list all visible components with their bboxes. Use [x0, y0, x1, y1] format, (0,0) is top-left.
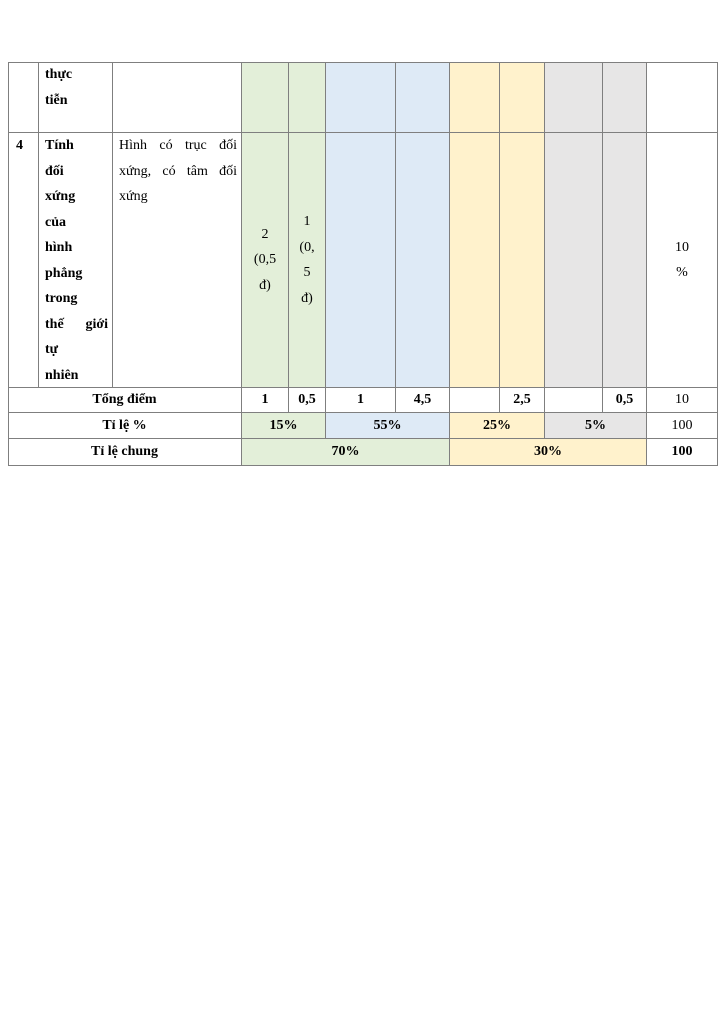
- ti-le-chung-label: Tỉ lệ chung: [8, 439, 242, 466]
- topic-line: thực: [45, 67, 73, 82]
- topic-line: phẳng: [45, 265, 83, 281]
- vdc-tl-cell: [603, 62, 647, 133]
- topic-line: xứng: [45, 189, 76, 204]
- total-cell: [647, 133, 718, 388]
- topic-cell: [39, 133, 113, 388]
- matrix-table: [8, 62, 718, 466]
- th-tn-cell: [326, 62, 396, 133]
- th-tn-cell: [326, 133, 396, 388]
- ti-le-value: 25%: [450, 413, 545, 439]
- topic-line: Tính: [45, 138, 74, 153]
- value-line: (0,5: [253, 252, 277, 268]
- total-line: %: [676, 265, 688, 280]
- ti-le-chung-value: 30%: [450, 439, 647, 466]
- topic-line: nhiên: [45, 367, 79, 383]
- content-cell: [113, 133, 242, 388]
- topic-line: đối: [45, 163, 64, 179]
- ti-le-total: 100: [647, 413, 718, 439]
- nb-tl-cell: [289, 62, 326, 133]
- tong-diem-value: 4,5: [396, 388, 450, 413]
- vdc-tn-cell: [545, 133, 603, 388]
- topic-cell: [39, 62, 113, 133]
- vdc-tl-cell: [603, 133, 647, 388]
- value-line: 5: [303, 265, 311, 280]
- nb-tn-cell: [242, 62, 289, 133]
- vd-tl-cell: [500, 62, 545, 133]
- value-line: đ): [259, 277, 271, 293]
- vdc-tn-cell: [545, 62, 603, 133]
- tong-diem-value: 0,5: [603, 388, 647, 413]
- stt-cell: 4: [8, 133, 39, 388]
- ti-le-chung-total: 100: [647, 439, 718, 466]
- nb-tl-cell: [289, 133, 326, 388]
- ti-le-value: 5%: [545, 413, 647, 439]
- tong-diem-value: 1: [242, 388, 289, 413]
- content-cell: [113, 62, 242, 133]
- th-tl-cell: [396, 133, 450, 388]
- vd-tl-cell: [500, 133, 545, 388]
- value-line: 1: [303, 214, 311, 229]
- total-line: 10: [675, 239, 689, 255]
- topic-line: trong: [45, 291, 78, 306]
- tong-diem-value: 0,5: [289, 388, 326, 413]
- tong-diem-value: 2,5: [500, 388, 545, 413]
- tong-diem-value: [450, 388, 500, 413]
- topic-line: tiễn: [45, 92, 68, 108]
- nb-tn-cell: [242, 133, 289, 388]
- ti-le-value: 15%: [242, 413, 326, 439]
- vd-tn-cell: [450, 133, 500, 388]
- value-line: đ): [301, 290, 313, 306]
- content-line: xứng, có tâm đối: [119, 163, 237, 179]
- ti-le-chung-value: 70%: [242, 439, 450, 466]
- topic-line: tự: [45, 342, 59, 357]
- content-line: Hình có trục đối: [119, 138, 237, 153]
- value-line: 2: [261, 226, 269, 242]
- th-tl-cell: [396, 62, 450, 133]
- content-line: xứng: [119, 189, 148, 204]
- topic-line: hình: [45, 240, 73, 255]
- tong-diem-total: 10: [647, 388, 718, 413]
- stt-cell: [8, 62, 39, 133]
- ti-le-label: Tỉ lệ %: [8, 413, 242, 439]
- topic-line: của: [45, 214, 66, 230]
- total-cell: [647, 62, 718, 133]
- vd-tn-cell: [450, 62, 500, 133]
- value-line: (0,: [299, 239, 315, 255]
- tong-diem-value: [545, 388, 603, 413]
- topic-line: thế giới: [45, 316, 108, 332]
- tong-diem-label: Tổng điểm: [8, 388, 242, 413]
- tong-diem-value: 1: [326, 388, 396, 413]
- ti-le-value: 55%: [326, 413, 450, 439]
